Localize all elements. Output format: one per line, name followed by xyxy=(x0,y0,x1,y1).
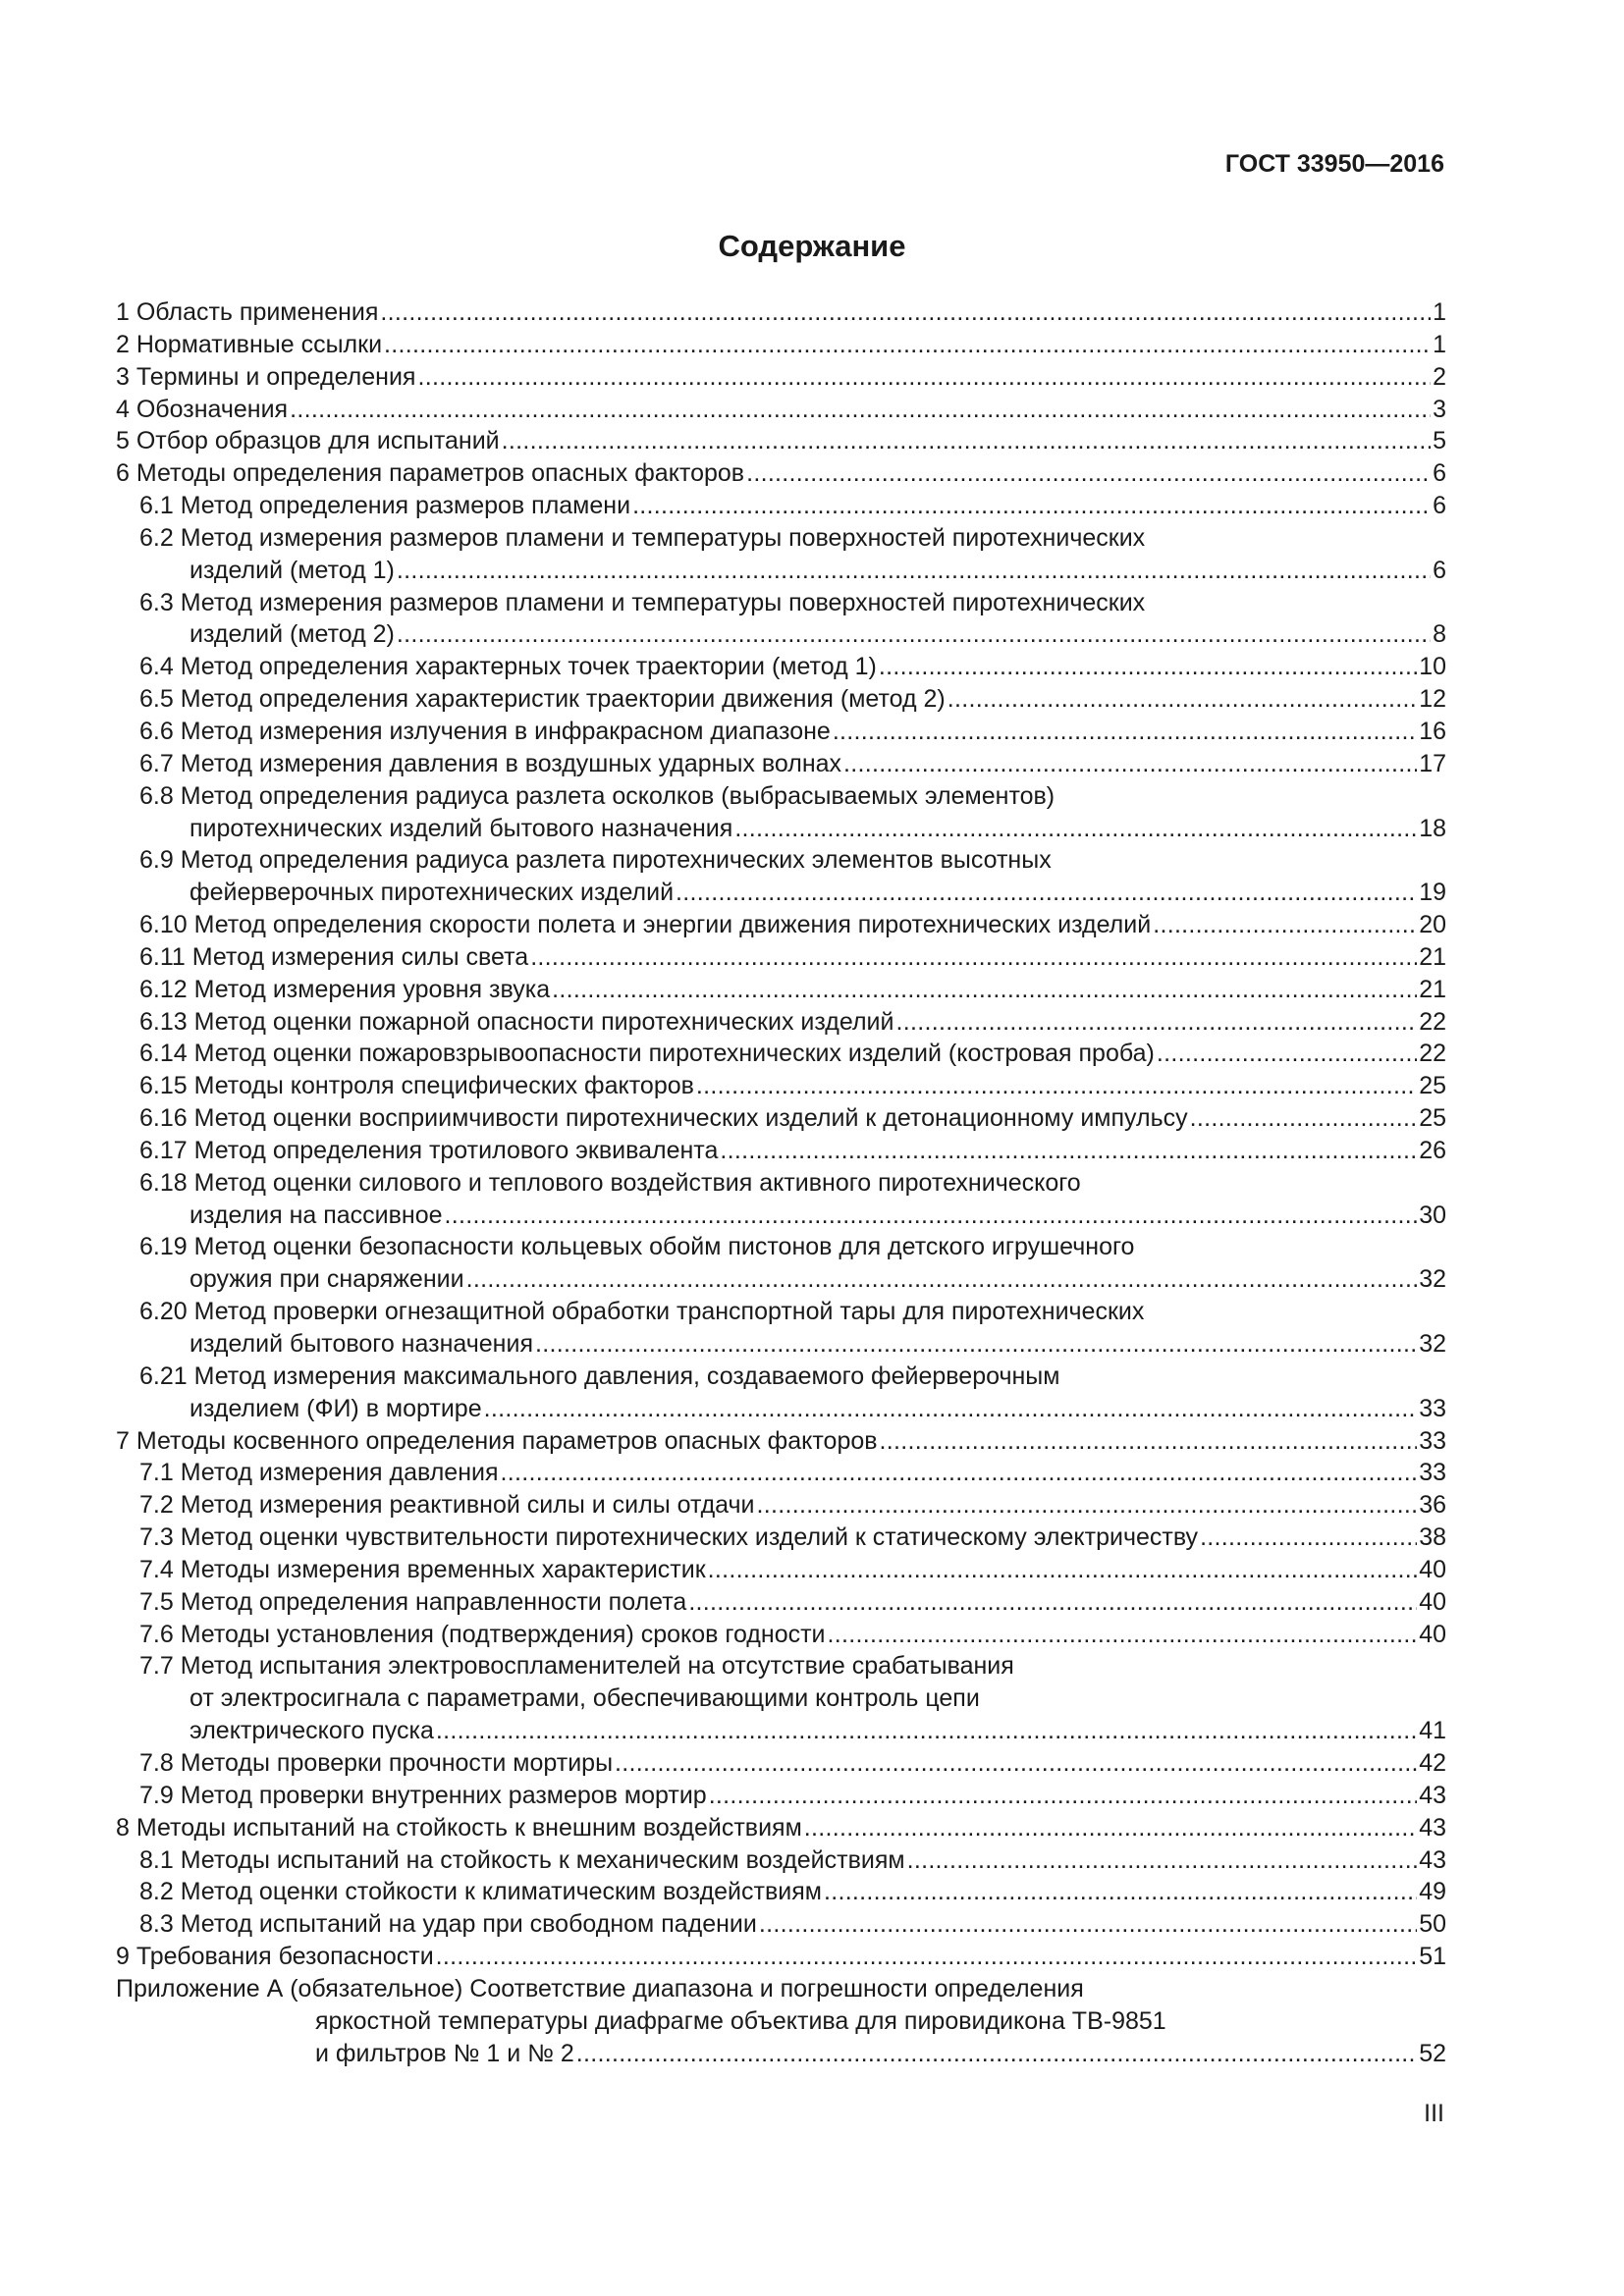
toc-leader-dots xyxy=(1190,1102,1418,1135)
toc-entry-title: фейерверочных пиротехнических изделий xyxy=(189,879,675,907)
toc-entry-title: 4 Обозначения xyxy=(116,395,289,423)
toc-leader-dots xyxy=(384,329,1431,361)
toc-entry-page: 49 xyxy=(1419,1878,1446,1906)
toc-entry-page: 43 xyxy=(1419,1781,1446,1809)
toc-entry xyxy=(116,1328,1446,1361)
toc-leader-dots xyxy=(484,1393,1418,1425)
toc-entry-page: 1 xyxy=(1433,330,1446,358)
toc-leader-dots xyxy=(380,296,1431,329)
toc-leader-dots xyxy=(397,618,1431,651)
toc-entry-page: 52 xyxy=(1419,2039,1446,2067)
toc-entry xyxy=(116,2005,1446,2038)
toc-entry xyxy=(116,1167,1446,1200)
toc-entry-page: 5 xyxy=(1433,427,1446,455)
toc-entry-title: 8 Методы испытаний на стойкость к внешним воздействиям xyxy=(116,1813,802,1842)
toc-leader-dots xyxy=(895,1006,1417,1039)
toc-entry-page: 22 xyxy=(1419,1040,1446,1068)
toc-entry-title: 7.7 Метод испытания электровоспламенителей на отсутствие срабатывания xyxy=(139,1652,1014,1681)
toc-entry-title: 7.3 Метод оценки чувствительности пиротехнических изделий к статическому электричеству xyxy=(139,1523,1199,1552)
toc-entry xyxy=(116,361,1446,394)
toc-entry-title: изделия на пассивное xyxy=(189,1201,443,1229)
toc-entry-title: 7.2 Метод измерения реактивной силы и силы отдачи xyxy=(139,1491,755,1520)
toc-entry xyxy=(116,329,1446,361)
toc-entry-title: 6.19 Метод оценки безопасности кольцевых обойм пистонов для детского игрушечного xyxy=(139,1233,1135,1261)
toc-entry-title: изделий (метод 2) xyxy=(189,620,395,649)
toc-entry-title: изделий (метод 1) xyxy=(189,556,395,584)
toc-entry-title: 6.11 Метод измерения силы света xyxy=(139,942,529,971)
toc-entry-page: 8 xyxy=(1433,620,1446,649)
toc-entry xyxy=(116,1263,1446,1296)
toc-entry-title: 9 Требования безопасности xyxy=(116,1943,434,1971)
toc-entry-title: 6.1 Метод определения размеров пламени xyxy=(139,492,631,520)
toc-leader-dots xyxy=(708,1554,1418,1586)
toc-leader-dots xyxy=(502,425,1431,457)
toc-entry-page: 33 xyxy=(1419,1426,1446,1455)
toc-entry xyxy=(116,457,1446,490)
toc-entry xyxy=(116,1425,1446,1458)
toc-entry-title: 6.5 Метод определения характеристик траектории движения (метод 2) xyxy=(139,685,946,714)
toc-entry-page: 38 xyxy=(1419,1523,1446,1552)
toc-leader-dots xyxy=(1153,909,1417,941)
toc-entry-title: 3 Термины и определения xyxy=(116,362,416,391)
toc-entry-title: 7.4 Методы измерения временных характеристик xyxy=(139,1555,706,1583)
toc-entry xyxy=(116,1747,1446,1780)
toc-entry xyxy=(116,394,1446,426)
toc-entry-page: 21 xyxy=(1419,942,1446,971)
toc-leader-dots xyxy=(632,490,1431,522)
toc-leader-dots xyxy=(1157,1038,1417,1070)
toc-entry-page: 6 xyxy=(1433,459,1446,488)
toc-entry xyxy=(116,877,1446,909)
toc-entry-page: 30 xyxy=(1419,1201,1446,1229)
toc-entry xyxy=(116,1941,1446,1973)
toc-entry-title: 6.6 Метод измерения излучения в инфракрасном диапазоне xyxy=(139,717,831,745)
toc-leader-dots xyxy=(615,1747,1417,1780)
toc-entry-page: 33 xyxy=(1419,1394,1446,1422)
toc-leader-dots xyxy=(757,1489,1418,1522)
toc-entry xyxy=(116,780,1446,813)
toc-entry xyxy=(116,1908,1446,1941)
toc-entry xyxy=(116,1522,1446,1554)
toc-leader-dots xyxy=(466,1263,1418,1296)
toc-entry-title: 8.2 Метод оценки стойкости к климатическим воздействиям xyxy=(139,1878,822,1906)
toc-entry-page: 22 xyxy=(1419,1007,1446,1036)
toc-entry-page: 40 xyxy=(1419,1620,1446,1648)
toc-entry xyxy=(116,490,1446,522)
toc-entry xyxy=(116,748,1446,780)
toc-entry-title: изделий бытового назначения xyxy=(189,1330,533,1358)
toc-entry xyxy=(116,909,1446,941)
toc-entry-page: 50 xyxy=(1419,1910,1446,1939)
toc-entry xyxy=(116,522,1446,555)
toc-entry-page: 40 xyxy=(1419,1587,1446,1616)
toc-entry xyxy=(116,587,1446,619)
toc-entry xyxy=(116,813,1446,845)
toc-entry-title: 7 Методы косвенного определения параметров опасных факторов xyxy=(116,1426,878,1455)
toc-entry-page: 33 xyxy=(1419,1459,1446,1487)
toc-leader-dots xyxy=(290,394,1431,426)
toc-entry-page: 18 xyxy=(1419,814,1446,842)
toc-entry xyxy=(116,1812,1446,1844)
toc-leader-dots xyxy=(445,1200,1418,1232)
toc-entry xyxy=(116,1070,1446,1102)
toc-entry-page: 19 xyxy=(1419,879,1446,907)
toc-leader-dots xyxy=(576,2038,1417,2070)
toc-entry-title: 6.18 Метод оценки силового и теплового воздействия активного пиротехнического xyxy=(139,1168,1081,1197)
toc-entry-title: от электросигнала с параметрами, обеспечивающими контроль цепи xyxy=(189,1684,980,1713)
toc-entry xyxy=(116,618,1446,651)
toc-entry-title: яркостной температуры диафрагме объектива для пировидикона ТВ-9851 xyxy=(315,2006,1166,2035)
toc-entry-title: изделием (ФИ) в мортире xyxy=(189,1394,482,1422)
toc-leader-dots xyxy=(501,1457,1418,1489)
standard-number: ГОСТ 33950—2016 xyxy=(1224,150,1444,178)
toc-entry xyxy=(116,1715,1446,1747)
toc-entry-title: 6.16 Метод оценки восприимчивости пиротехнических изделий к детонационному импульсу xyxy=(139,1104,1188,1133)
toc-leader-dots xyxy=(1200,1522,1417,1554)
toc-leader-dots xyxy=(947,683,1417,716)
toc-entry-page: 43 xyxy=(1419,1813,1446,1842)
toc-entry xyxy=(116,1586,1446,1619)
toc-leader-dots xyxy=(676,877,1417,909)
toc-entry-page: 21 xyxy=(1419,975,1446,1003)
toc-leader-dots xyxy=(907,1844,1418,1877)
page-title: Содержание xyxy=(718,229,906,263)
toc-leader-dots xyxy=(828,1619,1418,1651)
toc-entry xyxy=(116,296,1446,329)
toc-entry-page: 16 xyxy=(1419,717,1446,745)
toc-leader-dots xyxy=(746,457,1431,490)
toc-entry xyxy=(116,425,1446,457)
toc-entry xyxy=(116,1780,1446,1812)
toc-entry xyxy=(116,1876,1446,1908)
toc-entry-title: 7.9 Метод проверки внутренних размеров мортир xyxy=(139,1781,707,1809)
toc-entry xyxy=(116,1844,1446,1877)
toc-entry xyxy=(116,2038,1446,2070)
toc-entry xyxy=(116,1457,1446,1489)
toc-leader-dots xyxy=(843,748,1417,780)
toc-entry-title: 6.14 Метод оценки пожаровзрывоопасности пиротехнических изделий (костровая проба) xyxy=(139,1040,1155,1068)
toc-entry xyxy=(116,1650,1446,1682)
page-number: III xyxy=(1424,2100,1444,2127)
toc-entry-page: 36 xyxy=(1419,1491,1446,1520)
toc-entry xyxy=(116,1200,1446,1232)
toc-entry xyxy=(116,683,1446,716)
toc-entry xyxy=(116,651,1446,683)
toc-leader-dots xyxy=(397,555,1431,587)
toc-entry-title: 7.6 Методы установления (подтверждения) сроков годности xyxy=(139,1620,826,1648)
toc-leader-dots xyxy=(879,651,1417,683)
toc-entry xyxy=(116,1489,1446,1522)
toc-entry-page: 40 xyxy=(1419,1555,1446,1583)
toc-leader-dots xyxy=(436,1941,1418,1973)
toc-leader-dots xyxy=(417,361,1431,394)
toc-entry-page: 41 xyxy=(1419,1717,1446,1745)
toc-entry-page: 10 xyxy=(1419,653,1446,681)
toc-entry-page: 51 xyxy=(1419,1943,1446,1971)
toc-entry xyxy=(116,1038,1446,1070)
toc-leader-dots xyxy=(804,1812,1417,1844)
toc-entry-title: 6.15 Методы контроля специфических факторов xyxy=(139,1072,694,1100)
toc-entry-title: 6.7 Метод измерения давления в воздушных ударных волнах xyxy=(139,749,842,777)
toc-entry-title: 6.4 Метод определения характерных точек траектории (метод 1) xyxy=(139,653,877,681)
toc-leader-dots xyxy=(688,1586,1417,1619)
toc-entry-page: 25 xyxy=(1419,1104,1446,1133)
toc-entry xyxy=(116,941,1446,974)
toc-entry xyxy=(116,1296,1446,1328)
toc-entry xyxy=(116,1393,1446,1425)
toc-entry-title: 6.8 Метод определения радиуса разлета осколков (выбрасываемых элементов) xyxy=(139,781,1056,810)
toc-leader-dots xyxy=(552,974,1417,1006)
toc-entry-title: и фильтров № 1 и № 2 xyxy=(315,2039,574,2067)
toc-entry-title: 6.2 Метод измерения размеров пламени и температуры поверхностей пиротехнических xyxy=(139,523,1146,552)
toc-entry-title: пиротехнических изделий бытового назначения xyxy=(189,814,733,842)
toc-entry-page: 32 xyxy=(1419,1265,1446,1294)
toc-entry-title: электрического пуска xyxy=(189,1717,434,1745)
toc-entry-title: Приложение А (обязательное) Соответствие диапазона и погрешности определения xyxy=(116,1974,1084,2002)
toc-leader-dots xyxy=(709,1780,1418,1812)
toc-leader-dots xyxy=(720,1135,1417,1167)
toc-entry xyxy=(116,1682,1446,1715)
toc-entry xyxy=(116,1135,1446,1167)
toc-entry-page: 20 xyxy=(1419,911,1446,939)
toc-leader-dots xyxy=(436,1715,1417,1747)
toc-entry xyxy=(116,1361,1446,1393)
toc-entry xyxy=(116,716,1446,748)
toc-entry-page: 3 xyxy=(1433,395,1446,423)
toc-entry xyxy=(116,844,1446,877)
toc-entry-page: 1 xyxy=(1433,298,1446,326)
toc-entry-page: 17 xyxy=(1419,749,1446,777)
toc-entry-title: 2 Нормативные ссылки xyxy=(116,330,383,358)
toc-entry xyxy=(116,974,1446,1006)
toc-entry-title: 6.9 Метод определения радиуса разлета пиротехнических элементов высотных xyxy=(139,846,1052,875)
toc-entry-page: 12 xyxy=(1419,685,1446,714)
toc-leader-dots xyxy=(880,1425,1418,1458)
toc-entry-page: 25 xyxy=(1419,1072,1446,1100)
toc-entry-page: 42 xyxy=(1419,1748,1446,1777)
toc-leader-dots xyxy=(824,1876,1417,1908)
toc-entry-page: 43 xyxy=(1419,1845,1446,1874)
toc-entry-title: 6.17 Метод определения тротилового эквивалента xyxy=(139,1136,719,1164)
toc-leader-dots xyxy=(759,1908,1417,1941)
toc-entry-page: 6 xyxy=(1433,556,1446,584)
toc-entry xyxy=(116,1973,1446,2005)
toc-entry xyxy=(116,1006,1446,1039)
toc-entry-title: 8.1 Методы испытаний на стойкость к механическим воздействиям xyxy=(139,1845,905,1874)
toc-entry-title: 6.12 Метод измерения уровня звука xyxy=(139,975,551,1003)
toc-entry-title: 6.20 Метод проверки огнезащитной обработки транспортной тары для пиротехнических xyxy=(139,1298,1145,1326)
toc-leader-dots xyxy=(696,1070,1417,1102)
toc-entry xyxy=(116,555,1446,587)
toc-entry-title: 7.1 Метод измерения давления xyxy=(139,1459,499,1487)
table-of-contents xyxy=(116,296,1446,2069)
toc-entry xyxy=(116,1619,1446,1651)
toc-entry-title: 6.3 Метод измерения размеров пламени и температуры поверхностей пиротехнических xyxy=(139,588,1146,616)
toc-entry-page: 32 xyxy=(1419,1330,1446,1358)
toc-leader-dots xyxy=(530,941,1417,974)
toc-entry-title: 7.5 Метод определения направленности полета xyxy=(139,1587,687,1616)
toc-entry-title: 6 Методы определения параметров опасных факторов xyxy=(116,459,745,488)
toc-entry-title: 6.21 Метод измерения максимального давления, создаваемого фейерверочным xyxy=(139,1362,1060,1390)
toc-entry-page: 2 xyxy=(1433,362,1446,391)
toc-entry-title: 8.3 Метод испытаний на удар при свободном падении xyxy=(139,1910,757,1939)
toc-entry xyxy=(116,1231,1446,1263)
toc-entry-title: 6.13 Метод оценки пожарной опасности пиротехнических изделий xyxy=(139,1007,894,1036)
toc-leader-dots xyxy=(833,716,1417,748)
toc-leader-dots xyxy=(734,813,1417,845)
toc-entry-title: 6.10 Метод определения скорости полета и энергии движения пиротехнических изделий xyxy=(139,911,1152,939)
toc-entry-title: 7.8 Методы проверки прочности мортиры xyxy=(139,1748,614,1777)
toc-leader-dots xyxy=(535,1328,1417,1361)
toc-entry-title: 5 Отбор образцов для испытаний xyxy=(116,427,500,455)
toc-entry-page: 26 xyxy=(1419,1136,1446,1164)
toc-entry xyxy=(116,1102,1446,1135)
toc-entry-page: 6 xyxy=(1433,492,1446,520)
toc-entry-title: 1 Область применения xyxy=(116,298,379,326)
toc-entry xyxy=(116,1554,1446,1586)
toc-entry-title: оружия при снаряжении xyxy=(189,1265,464,1294)
